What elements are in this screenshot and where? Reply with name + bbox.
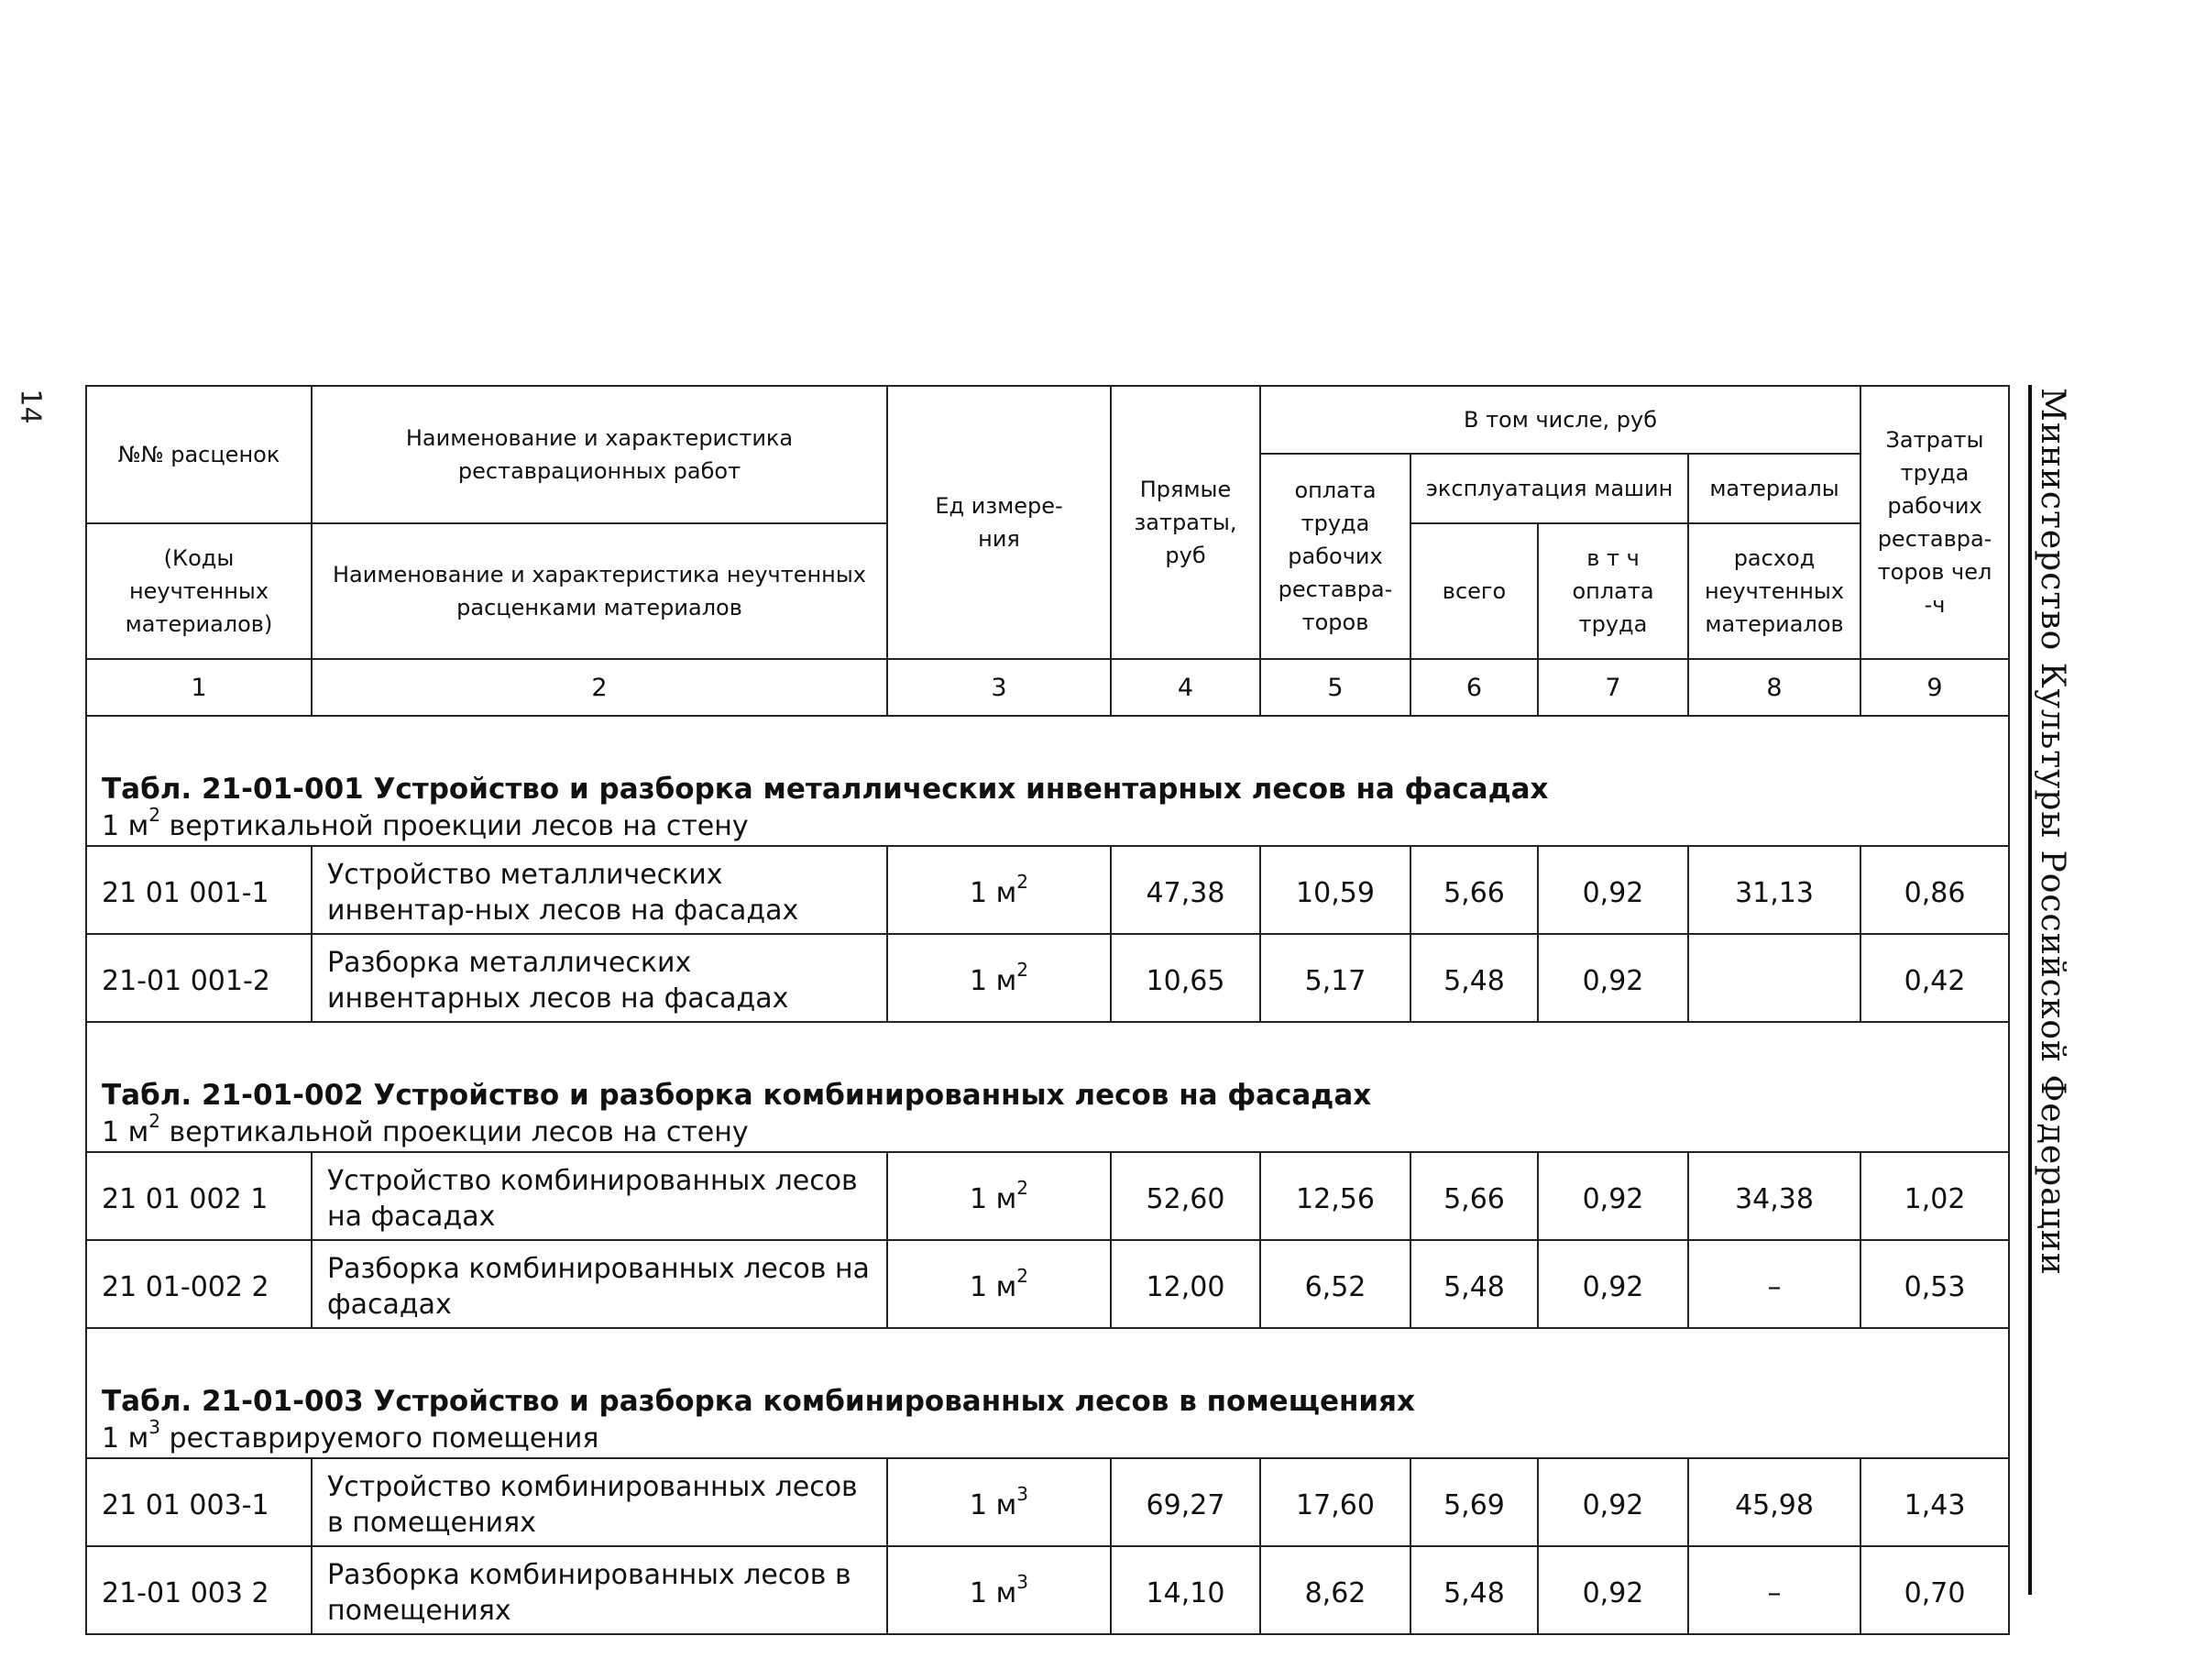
column-number: 7 (1538, 659, 1688, 716)
unit: 1 $м^3$ (887, 1546, 1111, 1634)
column-number: 1 (86, 659, 312, 716)
column-number: 2 (312, 659, 887, 716)
direct-costs: 52,60 (1111, 1152, 1260, 1240)
worker-pay: 8,62 (1260, 1546, 1410, 1634)
labor-hours: 1,02 (1860, 1152, 2009, 1240)
machines-labor: 0,92 (1538, 846, 1688, 934)
worker-pay: 5,17 (1260, 934, 1410, 1022)
direct-costs: 69,27 (1111, 1458, 1260, 1546)
header-machines: эксплуатация машин (1410, 454, 1688, 523)
column-number: 5 (1260, 659, 1410, 716)
machines-labor: 0,92 (1538, 1240, 1688, 1328)
section-header (86, 1328, 2009, 1458)
work-name: Устройство комбинированных лесов на фасадах (312, 1152, 887, 1240)
worker-pay: 6,52 (1260, 1240, 1410, 1328)
section-header (86, 1022, 2009, 1152)
work-name: Устройство металлических инвентар-ных лесов на фасадах (312, 846, 887, 934)
machines-labor: 0,92 (1538, 934, 1688, 1022)
materials: 45,98 (1688, 1458, 1860, 1546)
rates-table (85, 385, 2010, 1635)
materials (1688, 934, 1860, 1022)
machines-total: 5,66 (1410, 846, 1538, 934)
machines-total: 5,48 (1410, 934, 1538, 1022)
column-number: 3 (887, 659, 1111, 716)
unit: 1 $м^2$ (887, 1240, 1111, 1328)
materials: 31,13 (1688, 846, 1860, 934)
header-group-including: В том числе, руб (1260, 386, 1860, 454)
direct-costs: 14,10 (1111, 1546, 1260, 1634)
machines-labor: 0,92 (1538, 1458, 1688, 1546)
rate-code: 21-01 001-2 (86, 934, 312, 1022)
labor-hours: 0,53 (1860, 1240, 2009, 1328)
labor-hours: 0,86 (1860, 846, 2009, 934)
table-row (86, 1152, 2009, 1240)
direct-costs: 10,65 (1111, 934, 1260, 1022)
section-header-row (86, 1022, 2009, 1152)
header-unit: Ед измере-ния (887, 386, 1111, 659)
column-number: 4 (1111, 659, 1260, 716)
unit: 1 $м^2$ (887, 1152, 1111, 1240)
header-worker-pay: оплата труда рабочих реставра-торов (1260, 454, 1410, 659)
work-name: Разборка комбинированных лесов в помещениях (312, 1546, 887, 1634)
header-direct-costs: Прямые затраты, руб (1111, 386, 1260, 659)
header-work-name: Наименование и характеристика реставрационных работ (312, 386, 887, 523)
machines-total: 5,48 (1410, 1546, 1538, 1634)
machines-total: 5,69 (1410, 1458, 1538, 1546)
machines-labor: 0,92 (1538, 1152, 1688, 1240)
section-title: Табл. 21-01-003 Устройство и разборка комбинированных лесов в помещениях (102, 1385, 1416, 1418)
section-header-row (86, 1328, 2009, 1458)
header-material-codes: (Коды неучтенных материалов) (86, 523, 312, 659)
worker-pay: 12,56 (1260, 1152, 1410, 1240)
section-unit: 1 $м^2$ вертикальной проекции лесов на стену (102, 1110, 749, 1148)
header-materials-usage: расход неучтенных материалов (1688, 523, 1860, 659)
table-body (86, 716, 2009, 1634)
column-number: 9 (1860, 659, 2009, 716)
rate-code: 21 01-002 2 (86, 1240, 312, 1328)
side-title: Министерство Культуры Российской Федерации (2034, 388, 2071, 1276)
header-machines-total: всего (1410, 523, 1538, 659)
rate-code: 21-01 003 2 (86, 1546, 312, 1634)
section-header-row (86, 716, 2009, 846)
header-material-names: Наименование и характеристика неучтенных расценками материалов (312, 523, 887, 659)
labor-hours: 0,70 (1860, 1546, 2009, 1634)
unit: 1 $м^2$ (887, 846, 1111, 934)
section-unit: 1 $м^3$ реставрируемого помещения (102, 1416, 599, 1455)
machines-labor: 0,92 (1538, 1546, 1688, 1634)
header-materials: материалы (1688, 454, 1860, 523)
column-number: 8 (1688, 659, 1860, 716)
table-row (86, 1240, 2009, 1328)
table-row (86, 846, 2009, 934)
rate-code: 21 01 003-1 (86, 1458, 312, 1546)
section-title: Табл. 21-01-001 Устройство и разборка металлических инвентарных лесов на фасадах (102, 773, 1549, 806)
materials: – (1688, 1240, 1860, 1328)
labor-hours: 1,43 (1860, 1458, 2009, 1546)
page-number: 14 (14, 389, 47, 424)
labor-hours: 0,42 (1860, 934, 2009, 1022)
section-header (86, 716, 2009, 846)
rate-code: 21 01 002 1 (86, 1152, 312, 1240)
header-rate-number: №№ расценок (86, 386, 312, 523)
column-number: 6 (1410, 659, 1538, 716)
side-rule (2028, 385, 2032, 1595)
header-machines-labor: в т ч оплата труда (1538, 523, 1688, 659)
unit: 1 $м^3$ (887, 1458, 1111, 1546)
materials: – (1688, 1546, 1860, 1634)
rate-code: 21 01 001-1 (86, 846, 312, 934)
direct-costs: 12,00 (1111, 1240, 1260, 1328)
section-unit: 1 $м^2$ вертикальной проекции лесов на стену (102, 804, 749, 842)
worker-pay: 17,60 (1260, 1458, 1410, 1546)
machines-total: 5,48 (1410, 1240, 1538, 1328)
work-name: Разборка комбинированных лесов на фасадах (312, 1240, 887, 1328)
table-header (86, 386, 2009, 716)
section-title: Табл. 21-01-002 Устройство и разборка комбинированных лесов на фасадах (102, 1079, 1372, 1112)
materials: 34,38 (1688, 1152, 1860, 1240)
work-name: Устройство комбинированных лесов в помещениях (312, 1458, 887, 1546)
table-row (86, 934, 2009, 1022)
table-row (86, 1458, 2009, 1546)
unit: 1 $м^2$ (887, 934, 1111, 1022)
machines-total: 5,66 (1410, 1152, 1538, 1240)
table-row (86, 1546, 2009, 1634)
direct-costs: 47,38 (1111, 846, 1260, 934)
work-name: Разборка металлических инвентарных лесов на фасадах (312, 934, 887, 1022)
header-labor-hours: Затраты труда рабочих реставра-торов чел -ч (1860, 386, 2009, 659)
worker-pay: 10,59 (1260, 846, 1410, 934)
column-number-row (86, 659, 2009, 716)
